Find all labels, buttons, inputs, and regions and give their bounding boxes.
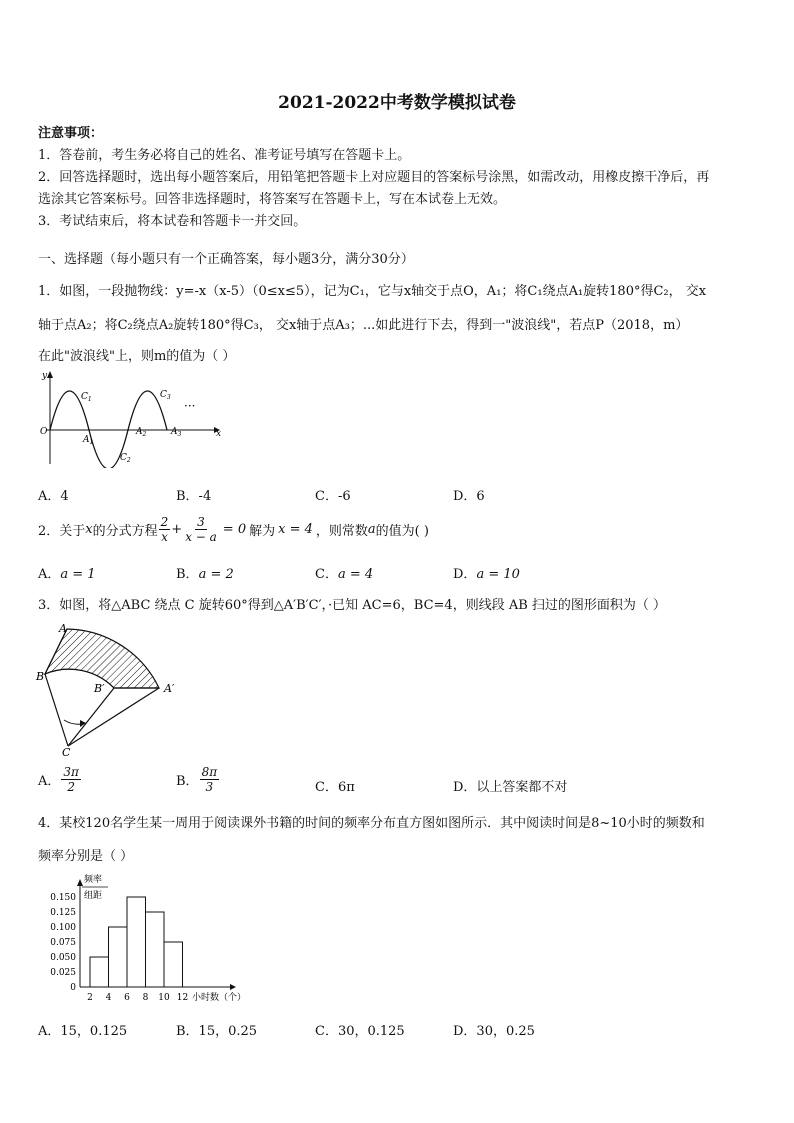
q1-option-b[interactable]: B．-4 [176,489,212,504]
q2-option-c[interactable]: C．a = 4 [315,567,374,582]
hist-xtick-label: 6 [124,993,130,1003]
q2-stem [38,515,429,544]
q3-fig-a: A [59,622,67,635]
q2-var-x: x [85,522,93,537]
hist-xlabel: 小时数（个） [192,993,247,1003]
q3-option-c[interactable]: C．6π [315,780,355,795]
q2-option-b[interactable]: B．a = 2 [176,567,234,582]
q3-fig-b: B [36,670,45,683]
q4-line-1: 4．某校120名学生某一周用于阅读课外书籍的时间的频率分布直方图如图所示．其中阅读时间是8~10小时的频数和 [38,816,705,831]
hist-xtick-label: 10 [158,993,170,1003]
q2-option-a[interactable]: A．a = 1 [38,567,96,582]
q2-option-d[interactable]: D．a = 10 [453,567,520,582]
q3-option-a[interactable]: A． $\frac{3\pi}{2}$ [38,765,79,794]
q2-frac-2: $\frac{3}{x - a}$ [185,515,217,544]
q2-mid: 的分式方程 [92,524,158,539]
q1-option-a[interactable]: A．4 [38,489,69,504]
hist-xtick-label: 4 [105,993,112,1003]
q4-histogram [36,870,276,1006]
notice-item-3: 3．考试结束后，将本试卷和答题卡一并交回。 [38,214,307,229]
notice-item-2a: 2．回答选择题时，选出每小题答案后，用铅笔把答题卡上对应题目的答案标号涂黑，如需改动，用橡皮擦干净后，再 [38,170,710,185]
notice-heading: 注意事项： [38,126,104,141]
q3-option-b[interactable]: B． $\frac{8\pi}{3}$ [176,765,218,794]
q2-var-a: a [367,522,376,537]
hist-bar-6-8 [127,897,146,987]
hist-bar-4-6 [109,927,128,987]
hist-ytick-label: 0 [70,983,76,993]
q1-fig-dots: ··· [184,399,196,413]
q1-fig-x: x [216,429,222,439]
q1-fig-o: O [40,427,48,437]
q2-frac-1: $\frac{2}{x}$ [160,515,169,544]
hist-ytick-label: 0.025 [50,968,76,978]
hist-ytick-label: 0.075 [50,938,76,948]
q2-plus: + [171,522,183,537]
q2-then: ，则常数 [315,524,368,539]
q1-fig-a2: $A_2$ [136,427,147,438]
q2-solution: x = 4 [278,522,313,537]
q2-end: 的值为( ) [375,524,429,539]
notice-item-2b: 选涂其它答案标号。回答非选择题时，将答案写在答题卡上，写在本试卷上无效。 [38,192,507,207]
hist-ytick-label: 0.150 [50,893,76,903]
hist-ylabel-top: 频率 [84,875,103,885]
q4-option-b[interactable]: B．15，0.25 [176,1024,258,1039]
page-title: 2021-2022中考数学模拟试卷 [278,93,516,113]
hist-ytick-label: 0.100 [50,923,76,933]
q1-fig-c3: $C_3$ [160,390,171,401]
q1-wave-figure [36,368,226,468]
q3-fig-aprime: A′ [164,682,175,695]
hist-ytick-label: 0.125 [50,908,76,918]
hist-bar-2-4 [90,957,109,987]
hist-bar-8-10 [146,912,165,987]
hist-xtick-label: 8 [142,993,149,1003]
notice-item-1: 1．答卷前，考生务必将自己的姓名、准考证号填写在答题卡上。 [38,148,411,163]
section-heading: 一、选择题（每小题只有一个正确答案，每小题3分，满分30分） [38,252,414,267]
q3-fig-c: C [62,746,71,756]
q1-option-d[interactable]: D．6 [453,489,485,504]
q1-fig-c2: $C_2$ [120,453,131,464]
q3-stem: 3．如图，将△ABC 绕点 C 旋转60°得到△A′B′C′，·已知 AC=6，BC=4，则线段 AB 扫过的图形面积为（ ） [38,598,667,613]
q4-option-a[interactable]: A．15，0.125 [38,1024,128,1039]
q2-eq: = 0 [222,522,247,537]
q4-line-2: 频率分别是（ ） [38,849,134,864]
hist-xtick-label: 12 [176,993,189,1003]
q4-option-c[interactable]: C．30，0.125 [315,1024,405,1039]
q2-solve: 解为 [249,524,276,539]
q1-fig-y: y [42,371,48,381]
hist-ytick-label: 0.050 [50,953,76,963]
hist-xtick-label: 2 [87,993,93,1003]
hist-bar-10-12 [164,942,183,987]
hist-ylabel-bottom: 组距 [84,891,103,901]
q1-fig-a3: $A_3$ [171,427,182,438]
q1-line-2: 轴于点A₂；将C₂绕点A₂旋转180°得C₃， 交x轴于点A₃；...如此进行下去，得到一"波浪线"，若点P（2018，m） [38,318,689,333]
q1-option-c[interactable]: C．-6 [315,489,351,504]
q3-option-d[interactable]: D．以上答案都不对 [453,780,568,795]
q1-line-3: 在此"波浪线"上，则m的值为（ ） [38,349,236,364]
q1-fig-c1: $C_1$ [81,392,92,403]
q3-fig-bprime: B′ [94,682,105,695]
q4-option-d[interactable]: D．30，0.25 [453,1024,535,1039]
q3-rotation-figure [34,618,184,756]
q2-prefix: 2．关于 [38,524,86,539]
q1-fig-a1: $A_1$ [83,435,94,446]
q1-line-1: 1．如图，一段抛物线：y=-x（x-5）（0≤x≤5），记为C₁，它与x轴交于点O，A₁；将C₁绕点A₁旋转180°得C₂， 交x [38,284,707,299]
